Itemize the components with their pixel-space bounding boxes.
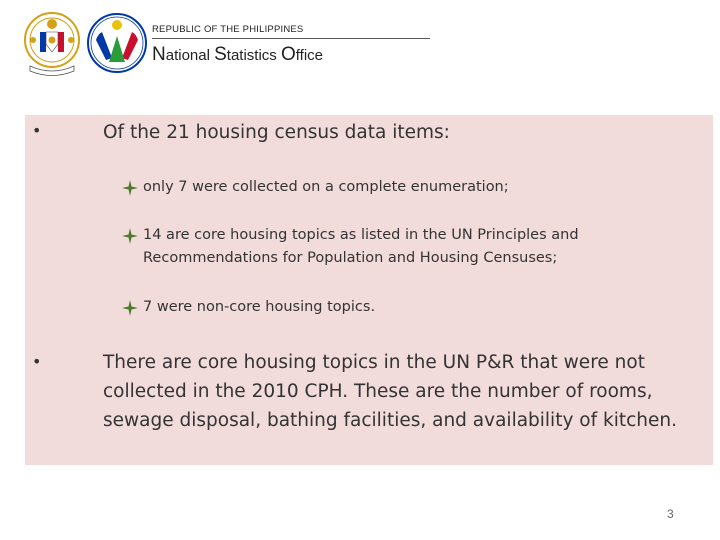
page-number: 3	[667, 507, 674, 521]
office-name-part-2: tatistics	[226, 47, 281, 64]
content-box	[25, 115, 713, 465]
sub-item	[143, 224, 579, 270]
bullet-text-line: collected in the 2010 CPH. These are the number of rooms,	[103, 381, 653, 402]
bullet-marker: •	[32, 352, 42, 371]
sub-item	[143, 296, 375, 319]
office-name-initial-2: S	[214, 44, 227, 65]
office-name-initial-1: N	[152, 44, 166, 65]
sub-item-line: Recommendations for Population and Housing Censuses;	[143, 250, 558, 266]
office-name-initial-3: O	[280, 44, 296, 65]
republic-label: REPUBLIC OF THE PHILIPPINES	[152, 24, 304, 35]
office-name	[152, 44, 323, 66]
diamond-bullet-icon	[122, 300, 138, 316]
bullet-text	[103, 348, 703, 435]
header-divider	[152, 38, 430, 39]
diamond-bullet-icon	[122, 180, 138, 196]
bullet-text-line: sewage disposal, bathing facilities, and availability of kitchen.	[103, 410, 677, 431]
bullet-marker: •	[32, 121, 42, 140]
bullet-text: Of the 21 housing census data items:	[103, 122, 450, 143]
sub-item-line: only 7 were collected on a complete enumeration;	[143, 179, 509, 195]
bullet-text-line: There are core housing topics in the UN P&R that were not	[103, 352, 645, 373]
office-name-part-3: ffice	[295, 47, 324, 64]
office-name-part-1: ational	[165, 47, 215, 64]
diamond-bullet-icon	[122, 228, 138, 244]
sub-item-line: 14 are core housing topics as listed in the UN Principles and	[143, 227, 579, 243]
sub-item	[143, 176, 509, 199]
sub-item-line: 7 were non-core housing topics.	[143, 299, 376, 315]
nso-logo	[86, 12, 148, 74]
philippine-seal-logo	[22, 10, 82, 78]
